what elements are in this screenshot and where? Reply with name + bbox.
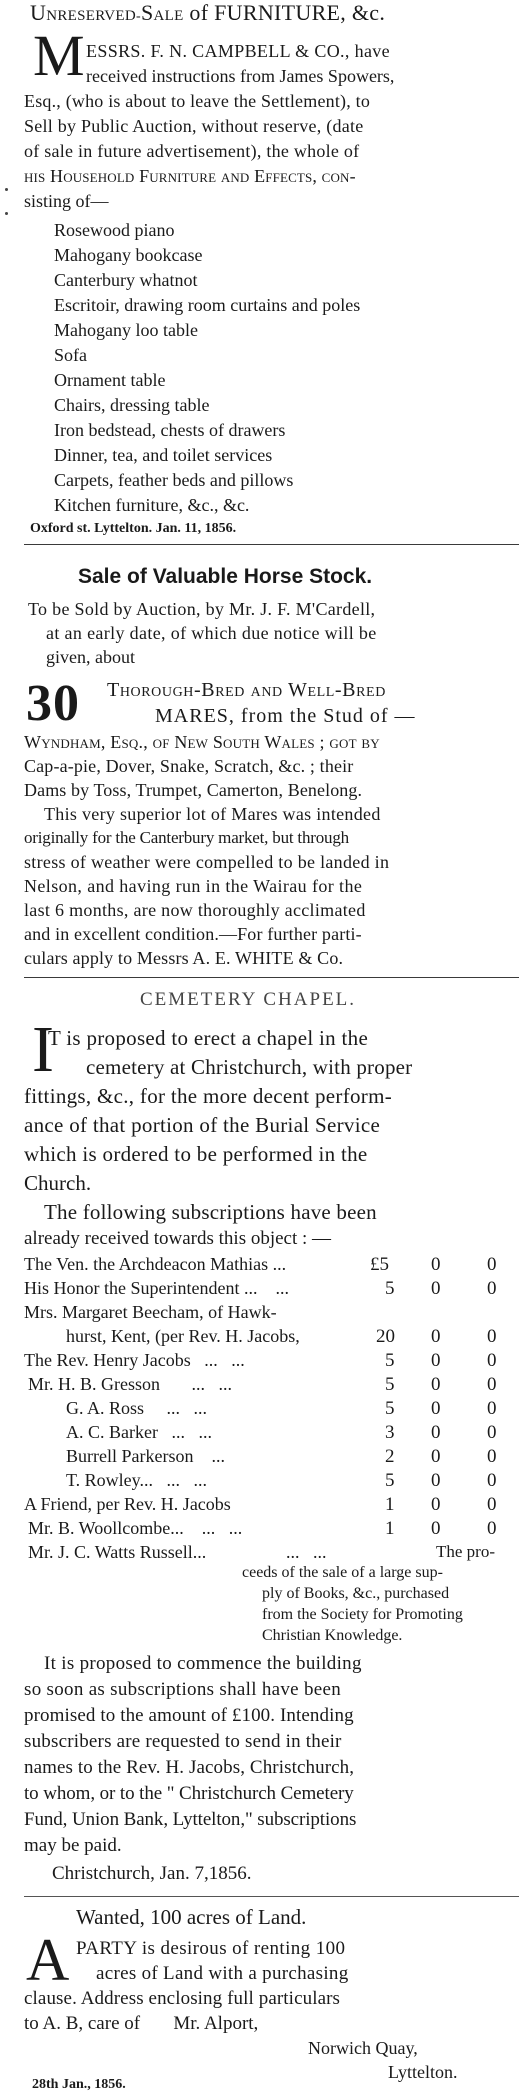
furniture-item: Sofa <box>54 345 87 365</box>
amount-shillings: 0 <box>431 1254 441 1275</box>
furniture-intro-line: his Household Furniture and Effects, con- <box>24 166 356 186</box>
horse-body-line: Nelson, and having run in the Wairau for the <box>24 876 363 896</box>
horse-heading: Sale of Valuable Horse Stock. <box>78 565 373 588</box>
furniture-item: Mahogany loo table <box>54 320 198 340</box>
horse-intro-line: at an early date, of which due notice will be <box>46 623 377 643</box>
chapel-subs-intro: The following subscriptions have been <box>44 1200 377 1224</box>
amount-shillings: 0 <box>431 1446 441 1467</box>
subscription-note: from the Society for Promoting <box>262 1606 463 1623</box>
amount-pounds: 20 <box>376 1326 395 1347</box>
horse-body-line: originally for the Canterbury market, but through <box>24 828 349 847</box>
amount-shillings: 0 <box>431 1326 441 1347</box>
column-rule <box>24 977 519 978</box>
chapel-heading: CEMETERY CHAPEL. <box>140 989 357 1010</box>
furniture-item: Canterbury whatnot <box>54 270 198 290</box>
horse-intro-line: given, about <box>46 647 135 667</box>
chapel-subs-intro: already received towards this object : — <box>24 1228 332 1249</box>
amount-pence: 0 <box>487 1254 497 1275</box>
amount-pounds: 1 <box>385 1494 395 1515</box>
subscription-note: ply of Books, &c., purchased <box>262 1585 450 1602</box>
horse-body-line: culars apply to Messrs A. E. WHITE & Co. <box>24 948 344 968</box>
subscriber-name: A. C. Barker ... ... <box>66 1422 212 1442</box>
amount-pounds: £5 <box>370 1254 389 1275</box>
subscriber-name: Mrs. Margaret Beecham, of Hawk- <box>24 1302 277 1322</box>
land-address-line: Lyttelton. <box>388 2062 458 2082</box>
column-rule <box>24 1896 519 1897</box>
subscription-note: ceeds of the sale of a large sup- <box>242 1564 443 1581</box>
amount-pence: 0 <box>487 1470 497 1491</box>
horse-intro-line: To be Sold by Auction, by Mr. J. F. M'Cardell, <box>28 599 376 619</box>
chapel-intro-line: fittings, &c., for the more decent perform- <box>24 1084 393 1108</box>
furniture-item: Dinner, tea, and toilet services <box>54 445 273 465</box>
amount-pence: 0 <box>487 1326 497 1347</box>
furniture-heading-part: Sale <box>141 0 184 25</box>
horse-number-line: MARES, from the Stud of — <box>155 705 416 727</box>
furniture-item: Iron bedstead, chests of drawers <box>54 420 286 440</box>
column-mark <box>5 188 8 191</box>
horse-count-number: 30 <box>26 675 80 732</box>
amount-pounds: 5 <box>385 1398 395 1419</box>
furniture-intro-line: ESSRS. F. N. CAMPBELL & CO., have <box>86 41 390 61</box>
chapel-closing-line: so soon as subscriptions shall have been <box>24 1679 342 1700</box>
furniture-item: Mahogany bookcase <box>54 245 203 265</box>
chapel-intro-line: Church. <box>24 1171 92 1195</box>
subscriber-name: The Rev. Henry Jacobs ... ... <box>24 1350 245 1370</box>
amount-shillings: 0 <box>431 1398 441 1419</box>
land-address-line: Norwich Quay, <box>308 2038 418 2058</box>
furniture-item: Kitchen furniture, &c., &c. <box>54 495 250 515</box>
subscriber-name: His Honor the Superintendent ... ... <box>24 1278 289 1298</box>
horse-number-line: Thorough-Bred and Well-Bred <box>107 679 386 701</box>
amount-pence: 0 <box>487 1278 497 1299</box>
land-line: acres of Land with a purchasing <box>96 1963 349 1984</box>
chapel-closing-line: may be paid. <box>24 1835 122 1856</box>
chapel-intro-line: which is ordered to be performed in the <box>24 1142 368 1166</box>
land-line: clause. Address enclosing full particulars <box>24 1988 341 2009</box>
subscriber-name: Mr. H. B. Gresson ... ... <box>28 1374 233 1394</box>
subscriber-name: The Ven. the Archdeacon Mathias ... <box>24 1254 287 1274</box>
furniture-dateline: Oxford st. Lyttelton. Jan. 11, 1856. <box>30 521 237 536</box>
chapel-drop-cap: I <box>32 1013 54 1086</box>
furniture-item: Carpets, feather beds and pillows <box>54 470 294 490</box>
amount-pounds: 5 <box>385 1278 395 1299</box>
amount-pounds: 2 <box>385 1446 395 1467</box>
furniture-intro-line: received instructions from James Spowers, <box>86 66 395 86</box>
land-drop-cap: A <box>26 1927 70 1993</box>
amount-pence: 0 <box>487 1422 497 1443</box>
furniture-heading: Unreserved-Sale of FURNITURE, &c. <box>30 0 386 25</box>
land-line: to A. B, care of Mr. Alport, <box>24 2013 259 2034</box>
chapel-closing-line: promised to the amount of £100. Intending <box>24 1705 354 1726</box>
horse-body-line: Wyndham, Esq., of New South Wales ; got by <box>24 732 380 752</box>
amount-pence: 0 <box>487 1518 497 1539</box>
amount-pence: 0 <box>487 1374 497 1395</box>
furniture-heading-part: Unreserved <box>30 0 137 25</box>
amount-shillings: 0 <box>431 1374 441 1395</box>
subscriber-name: A Friend, per Rev. H. Jacobs <box>24 1494 231 1514</box>
chapel-closing-line: Fund, Union Bank, Lyttelton," subscriptions <box>24 1809 357 1830</box>
amount-pence: 0 <box>487 1446 497 1467</box>
subscriber-dots: ... ... <box>286 1542 327 1562</box>
furniture-intro-line: Sell by Public Auction, without reserve, (date <box>24 116 364 136</box>
amount-shillings: 0 <box>431 1350 441 1371</box>
land-line: PARTY is desirous of renting 100 <box>76 1938 346 1959</box>
furniture-intro-line: sisting of— <box>24 191 109 211</box>
furniture-item: Chairs, dressing table <box>54 395 210 415</box>
horse-body-line: Cap-a-pie, Dover, Snake, Scratch, &c. ; their <box>24 756 354 776</box>
horse-body-line: last 6 months, are now thoroughly acclimated <box>24 900 366 920</box>
furniture-item: Rosewood piano <box>54 220 175 240</box>
subscription-note: Christian Knowledge. <box>262 1627 403 1644</box>
horse-body-line: This very superior lot of Mares was intended <box>44 804 381 824</box>
furniture-item: Ornament table <box>54 370 166 390</box>
subscriber-name: hurst, Kent, (per Rev. H. Jacobs, <box>66 1326 300 1346</box>
column-mark <box>5 212 8 215</box>
amount-pounds: 5 <box>385 1374 395 1395</box>
subscriber-name: Mr. B. Woollcombe... ... ... <box>28 1518 243 1538</box>
furniture-intro-line: Esq., (who is about to leave the Settlement), to <box>24 91 371 111</box>
amount-pounds: 5 <box>385 1470 395 1491</box>
amount-pence: 0 <box>487 1494 497 1515</box>
amount-pence: 0 <box>487 1350 497 1371</box>
land-dateline: 28th Jan., 1856. <box>32 2077 126 2092</box>
chapel-closing-line: to whom, or to the " Christchurch Cemetery <box>24 1783 354 1804</box>
horse-body-line: and in excellent condition.—For further parti- <box>24 924 362 944</box>
amount-pounds: 1 <box>385 1518 395 1539</box>
furniture-heading-part: of FURNITURE, &c. <box>189 0 386 25</box>
amount-pounds: 3 <box>385 1422 395 1443</box>
amount-pounds: 5 <box>385 1350 395 1371</box>
chapel-intro-line: cemetery at Christchurch, with proper <box>86 1055 413 1079</box>
chapel-closing-line: subscribers are requested to send in their <box>24 1731 342 1752</box>
amount-shillings: 0 <box>431 1422 441 1443</box>
subscription-note: The pro- <box>436 1542 496 1561</box>
chapel-closing-line: It is proposed to commence the building <box>44 1653 362 1674</box>
land-heading: Wanted, 100 acres of Land. <box>76 1905 307 1929</box>
subscriber-name: T. Rowley... ... ... <box>66 1470 207 1490</box>
horse-body-line: Dams by Toss, Trumpet, Camerton, Benelong. <box>24 780 363 800</box>
amount-shillings: 0 <box>431 1470 441 1491</box>
chapel-intro-line: T is proposed to erect a chapel in the <box>48 1026 369 1050</box>
amount-pence: 0 <box>487 1398 497 1419</box>
subscriber-name: G. A. Ross ... ... <box>66 1398 208 1418</box>
furniture-item: Escritoir, drawing room curtains and poles <box>54 295 361 315</box>
furniture-drop-cap: M <box>33 23 85 88</box>
chapel-closing-line: names to the Rev. H. Jacobs, Christchurch, <box>24 1757 355 1778</box>
column-rule <box>24 544 519 545</box>
amount-shillings: 0 <box>431 1518 441 1539</box>
subscriber-name: Burrell Parkerson ... <box>66 1446 225 1466</box>
horse-body-line: stress of weather were compelled to be landed in <box>24 852 390 872</box>
chapel-intro-line: ance of that portion of the Burial Service <box>24 1113 381 1137</box>
furniture-intro-line: of sale in future advertisement), the whole of <box>24 141 360 161</box>
amount-shillings: 0 <box>431 1278 441 1299</box>
chapel-dateline: Christchurch, Jan. 7,1856. <box>52 1863 252 1884</box>
amount-shillings: 0 <box>431 1494 441 1515</box>
subscriber-name: Mr. J. C. Watts Russell... <box>28 1542 207 1562</box>
